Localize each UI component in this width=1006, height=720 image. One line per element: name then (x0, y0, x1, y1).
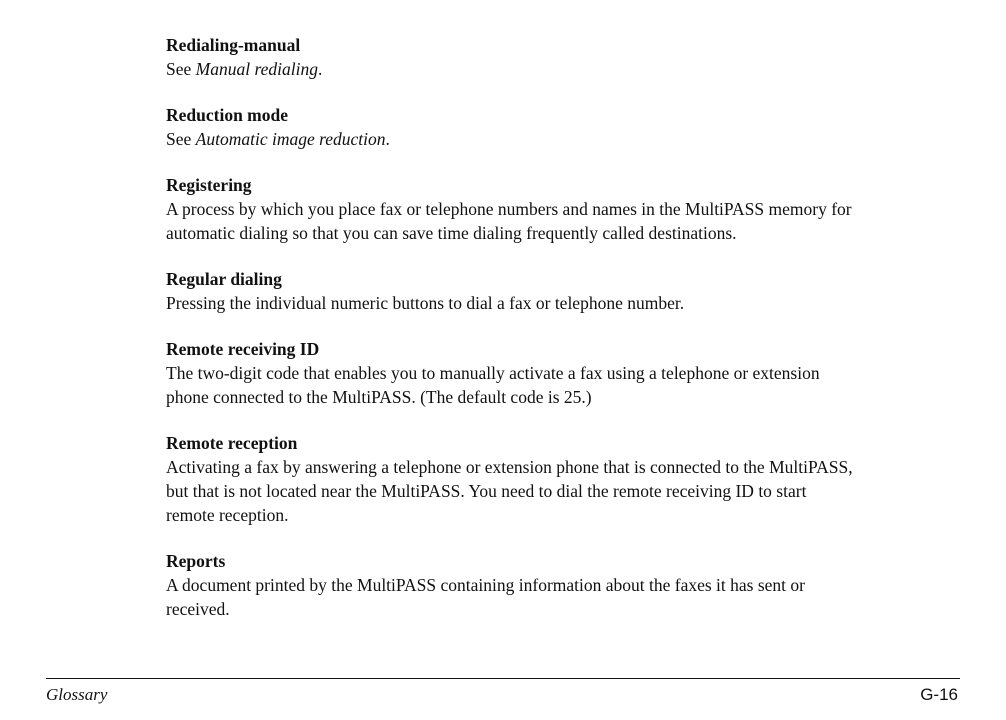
glossary-definition-line: received. (166, 599, 230, 619)
glossary-entry (166, 173, 966, 245)
cross-reference: Automatic image reduction (195, 129, 386, 149)
glossary-term: Reduction mode (166, 105, 289, 125)
glossary-entry (166, 337, 966, 409)
glossary-definition-line: automatic dialing so that you can save time dialing frequently called destinations. (166, 223, 737, 243)
page-number: G-16 (920, 685, 958, 704)
glossary-entry (166, 431, 966, 527)
glossary-content (166, 33, 966, 643)
glossary-term: Redialing-manual (166, 35, 301, 55)
glossary-term: Registering (166, 175, 252, 195)
definition-prefix: See (166, 59, 196, 79)
glossary-term: Regular dialing (166, 269, 282, 289)
glossary-definition-line: Activating a fax by answering a telephone or extension phone that is connected to the MultiPASS, (166, 457, 853, 477)
glossary-term: Remote receiving ID (166, 339, 320, 359)
cross-reference: Manual redialing (195, 59, 318, 79)
glossary-definition-line: remote reception. (166, 505, 289, 525)
glossary-entry (166, 103, 966, 151)
glossary-definition-line: but that is not located near the MultiPASS. You need to dial the remote receiving ID to start (166, 481, 807, 501)
footer-divider (46, 678, 960, 679)
definition-suffix: . (385, 129, 390, 149)
glossary-definition-line: A process by which you place fax or telephone numbers and names in the MultiPASS memory for (166, 199, 852, 219)
glossary-term: Reports (166, 551, 226, 571)
glossary-definition-line: The two-digit code that enables you to manually activate a fax using a telephone or extension (166, 363, 820, 383)
glossary-entry (166, 267, 966, 315)
footer-section-name: Glossary (46, 685, 108, 704)
glossary-definition-line: A document printed by the MultiPASS containing information about the faxes it has sent or (166, 575, 805, 595)
glossary-definition-line: Pressing the individual numeric buttons to dial a fax or telephone number. (166, 293, 685, 313)
glossary-definition (166, 57, 966, 81)
definition-suffix: . (318, 59, 323, 79)
glossary-definition (166, 127, 966, 151)
glossary-definition-line: phone connected to the MultiPASS. (The default code is 25.) (166, 387, 592, 407)
glossary-term: Remote reception (166, 433, 298, 453)
definition-prefix: See (166, 129, 196, 149)
glossary-entry (166, 33, 966, 81)
glossary-entry (166, 549, 966, 621)
